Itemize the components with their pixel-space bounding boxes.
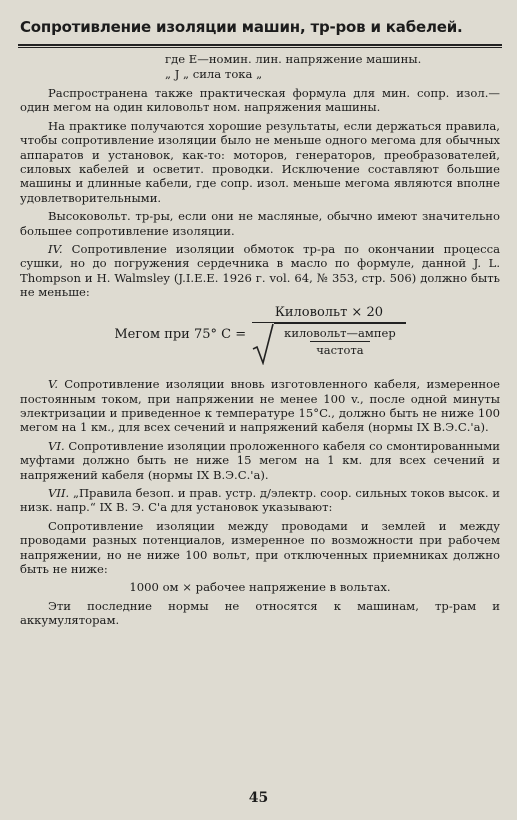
paragraph xyxy=(20,242,500,300)
paragraph-text: Сопротивление изоляции проложенного кабеля со смонтированными муфтами должно быть не ниже 15 мегом на 1 км. для всех сечений и напряжений кабеля (нормы IX В.Э.С.'а). xyxy=(20,438,500,482)
paragraph: Сопротивление изоляции между проводами и землей и между проводами разных потенциалов, измеренное по возможности при рабочем напряжении, но не ниже 100 вольт, при отключенных приемниках должно быть не ниже: xyxy=(20,518,500,576)
inner-numerator: киловольт—ампер xyxy=(284,326,396,341)
formula xyxy=(20,306,500,365)
norm-formula: 1000 ом × рабочее напряжение в вольтах. xyxy=(129,580,391,595)
paragraph-text: „Правила безоп. и прав. устр. д/электр. соор. сильных токов высок. и низк. напр.“ IX В. Э. С'а для установок указывают: xyxy=(20,485,500,515)
paragraph xyxy=(20,439,500,482)
paragraph xyxy=(20,377,500,435)
inner-fraction xyxy=(278,326,402,357)
definitions xyxy=(165,52,500,82)
radicand xyxy=(274,323,406,365)
paragraph: Эти последние нормы не относятся к машинам, тр-рам и аккумуляторам. xyxy=(20,598,500,628)
definition-line: „ J „ сила тока „ xyxy=(165,67,263,81)
body-text xyxy=(20,52,500,628)
paragraph xyxy=(20,486,500,515)
section-number: VII. xyxy=(48,485,70,500)
formula-fraction xyxy=(252,306,406,365)
paragraph: На практике получаются хорошие результаты, если держаться правила, чтобы сопротивление изоляции было не меньше одного мегома для обычных аппаратов и установок, как-то: моторов, генераторов, преобразователей, силовых кабелей и осветит. проводки. Исключение составляют большие машины и длинные кабели, где сопр. изол. меньше мегома являются вполне удовлетворительными. xyxy=(20,118,500,205)
paragraph: Высоковольт. тр-ры, если они не масляные, обычно имеют значительно большее сопротивление изоляции. xyxy=(20,209,500,238)
section-number: V. xyxy=(48,377,59,392)
section-number: IV. xyxy=(48,242,63,257)
page-number: 45 xyxy=(248,790,269,806)
formula-lhs: Мегом при 75° C = xyxy=(114,327,247,343)
formula-denominator xyxy=(252,322,406,365)
title-rule xyxy=(18,44,502,46)
section-number: VI. xyxy=(48,438,65,453)
paragraph-text: Сопротивление изоляции вновь изготовленного кабеля, измеренное постоянным током, при напряжении не менее 100 v., после одной минуты электризации и приведенное к температуре 15°C., должно быть не ниже 100 мегом на 1 км., для всех сечений и напряжений кабеля (нормы IX В.Э.С.'а). xyxy=(20,377,500,435)
title-rule-thin xyxy=(18,47,502,48)
paragraph: Распространена также практическая формула для мин. сопр. изол.—один мегом на один киловольт ном. напряжения машины. xyxy=(20,86,500,115)
paragraph-text: Сопротивление изоляции обмоток тр-ра по окончании процесса сушки, но до погружения сердечника в масло по формуле, данной J. L. Thompson и H. Walmsley (J.I.E.E. 1926 г. vol. 64, № 353, стр. 506) должно быть не меньше: xyxy=(20,242,501,300)
definition-line: где E—номин. лин. напряжение машины. xyxy=(165,52,422,66)
formula-numerator: Киловольт × 20 xyxy=(274,304,383,320)
page-title: Сопротивление изоляции машин, тр-ров и кабелей. xyxy=(20,18,463,36)
square-root-icon xyxy=(252,323,274,365)
inner-denominator: частота xyxy=(310,341,369,357)
